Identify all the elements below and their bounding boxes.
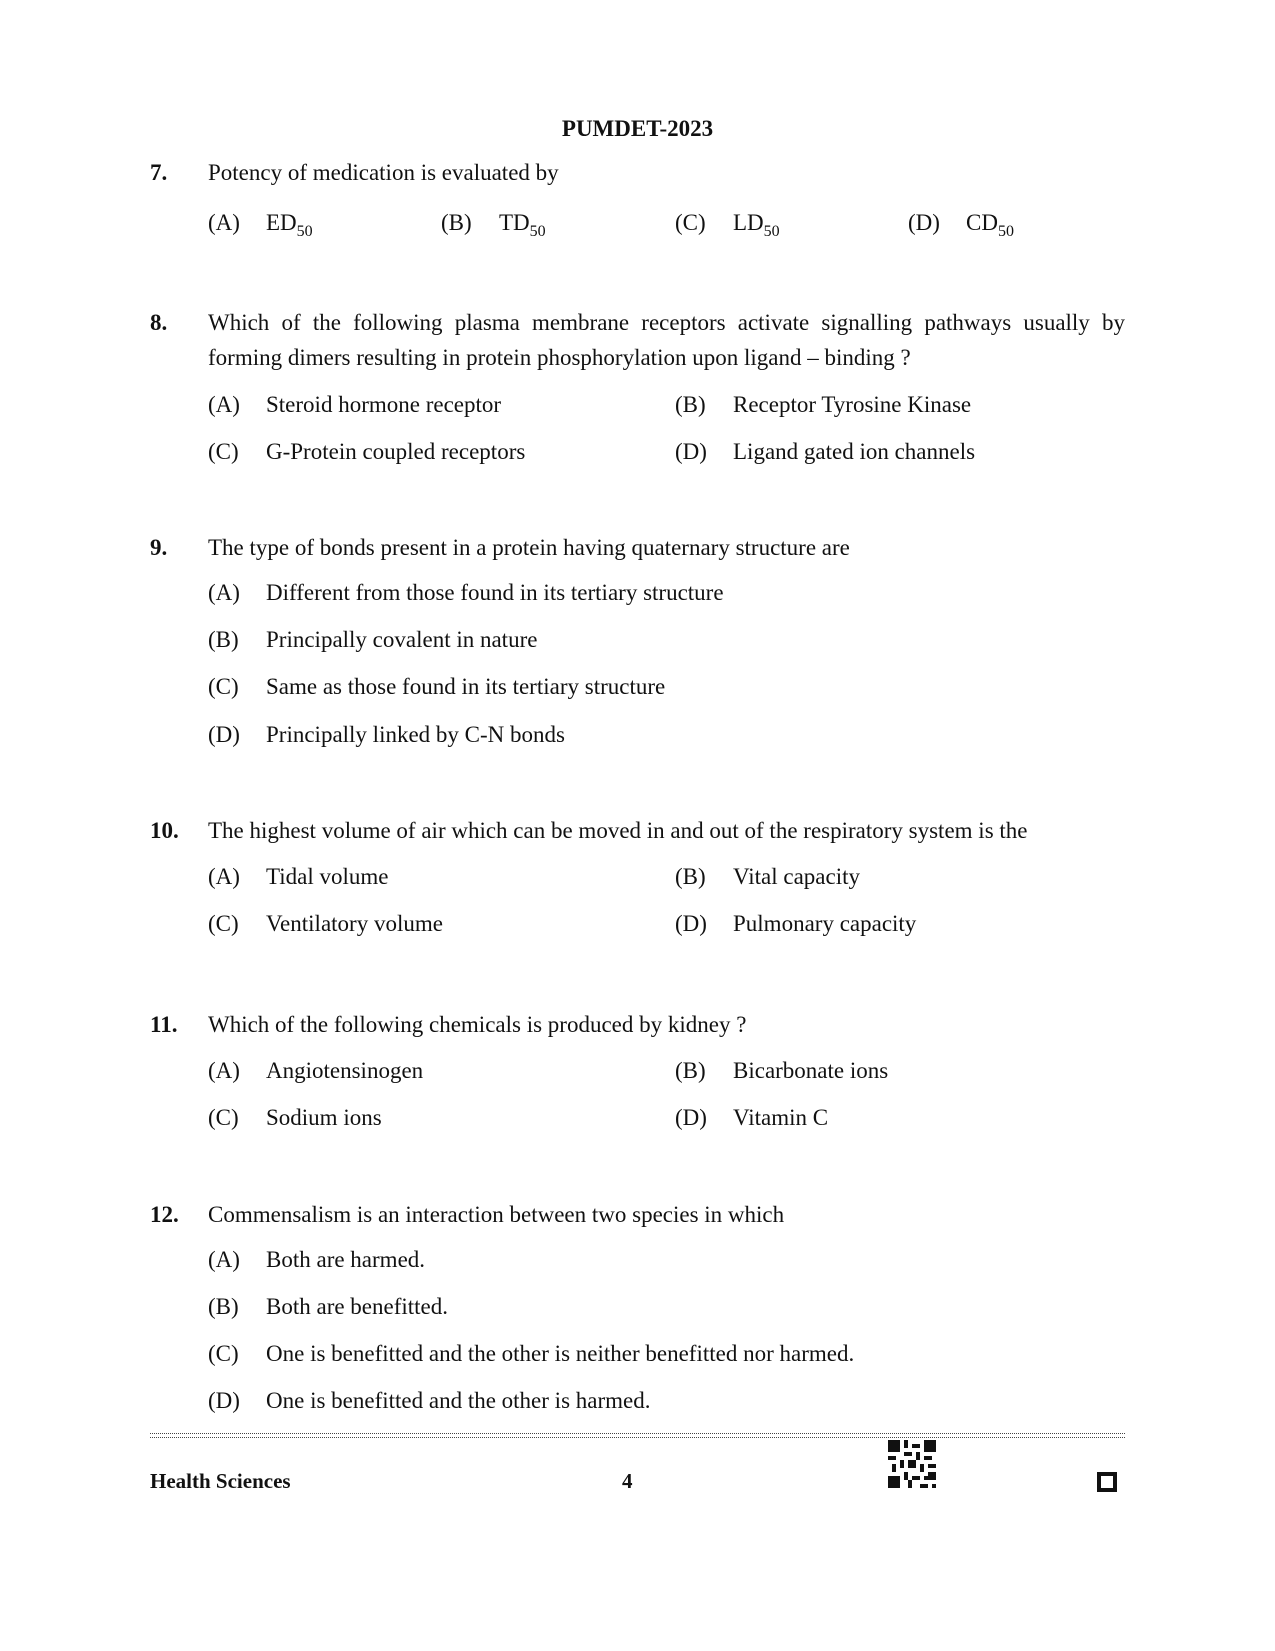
qr-code-icon [888, 1440, 936, 1488]
option-c[interactable] [208, 909, 443, 939]
option-b[interactable] [208, 1292, 448, 1322]
option-label: (C) [208, 1341, 239, 1366]
question-text: Commensalism is an interaction between two species in which [208, 1202, 785, 1227]
option-label: (A) [208, 1058, 240, 1083]
option-c[interactable] [675, 208, 780, 238]
option-text: Angiotensinogen [266, 1058, 424, 1083]
option-a[interactable] [208, 1245, 425, 1275]
option-text: Sodium ions [266, 1105, 382, 1130]
option-d[interactable] [208, 720, 565, 750]
option-label: (D) [675, 911, 707, 936]
option-label: (B) [675, 392, 706, 417]
option-text: One is benefitted and the other is neither benefitted nor harmed. [266, 1341, 855, 1366]
option-subscript: 50 [763, 223, 780, 240]
option-a[interactable] [208, 578, 724, 608]
option-text: Vital capacity [733, 864, 860, 889]
option-label: (C) [208, 674, 239, 699]
option-text: Different from those found in its tertiary structure [266, 580, 724, 605]
option-label: (B) [675, 1058, 706, 1083]
option-c[interactable] [208, 672, 665, 702]
option-label: (C) [675, 210, 706, 235]
option-label: (A) [208, 210, 240, 235]
option-label: (B) [208, 627, 239, 652]
option-label: (B) [675, 864, 706, 889]
option-label: (A) [208, 392, 240, 417]
option-label: (C) [208, 439, 239, 464]
question-12 [150, 1197, 1125, 1232]
option-label: (A) [208, 1247, 240, 1272]
option-text: ED [266, 210, 297, 235]
option-a[interactable] [208, 1056, 423, 1086]
option-text: Principally covalent in nature [266, 627, 538, 652]
question-text: Potency of medication is evaluated by [208, 160, 559, 185]
option-text: G-Protein coupled receptors [266, 439, 526, 464]
question-number: 11. [150, 1012, 178, 1037]
option-b[interactable] [441, 208, 546, 238]
option-subscript: 50 [529, 223, 546, 240]
option-c[interactable] [208, 1103, 382, 1133]
question-8 [150, 305, 1125, 375]
option-text: Both are harmed. [266, 1247, 426, 1272]
option-text: One is benefitted and the other is harmed. [266, 1388, 651, 1413]
question-11 [150, 1007, 1125, 1042]
question-number: 8. [150, 310, 168, 335]
option-b[interactable] [675, 1056, 888, 1086]
option-d[interactable] [208, 1386, 651, 1416]
option-d[interactable] [908, 208, 1014, 238]
option-label: (D) [675, 439, 707, 464]
page-header: PUMDET-2023 [561, 116, 714, 141]
option-text: Ligand gated ion channels [733, 439, 976, 464]
question-text: Which of the following plasma membrane receptors activate signalling pathways usually by forming dimers resulting in protein phosphorylation upon ligand – binding ? [208, 310, 1125, 370]
option-text: Principally linked by C-N bonds [266, 722, 565, 747]
option-text: Both are benefitted. [266, 1294, 449, 1319]
square-icon [1097, 1472, 1117, 1492]
option-label: (D) [208, 722, 240, 747]
question-number: 7. [150, 160, 168, 185]
option-b[interactable] [208, 625, 537, 655]
option-label: (C) [208, 1105, 239, 1130]
option-d[interactable] [675, 909, 916, 939]
question-9 [150, 530, 1125, 565]
option-text: LD [733, 210, 764, 235]
option-a[interactable] [208, 862, 388, 892]
option-text: Steroid hormone receptor [266, 392, 502, 417]
footer-subject: Health Sciences [150, 1469, 291, 1493]
option-c[interactable] [208, 437, 525, 467]
option-text: Same as those found in its tertiary structure [266, 674, 666, 699]
option-label: (D) [908, 210, 940, 235]
option-text: Receptor Tyrosine Kinase [733, 392, 972, 417]
option-text: TD [499, 210, 530, 235]
option-text: Vitamin C [733, 1105, 829, 1130]
option-text: Pulmonary capacity [733, 911, 917, 936]
option-label: (A) [208, 864, 240, 889]
option-text: CD [966, 210, 998, 235]
footer-divider [150, 1433, 1125, 1438]
option-b[interactable] [675, 390, 971, 420]
option-label: (A) [208, 580, 240, 605]
option-a[interactable] [208, 390, 501, 420]
option-label: (D) [208, 1388, 240, 1413]
option-label: (B) [208, 1294, 239, 1319]
question-number: 10. [150, 818, 179, 843]
option-label: (C) [208, 911, 239, 936]
option-text: Ventilatory volume [266, 911, 443, 936]
option-text: Bicarbonate ions [733, 1058, 889, 1083]
option-label: (D) [675, 1105, 707, 1130]
question-10 [150, 813, 1125, 848]
option-d[interactable] [675, 437, 975, 467]
option-d[interactable] [675, 1103, 828, 1133]
option-b[interactable] [675, 862, 860, 892]
question-text: The type of bonds present in a protein having quaternary structure are [208, 535, 850, 560]
question-number: 9. [150, 535, 168, 560]
option-text: Tidal volume [266, 864, 389, 889]
option-subscript: 50 [997, 223, 1014, 240]
option-subscript: 50 [296, 223, 313, 240]
question-7 [150, 155, 1125, 190]
option-c[interactable] [208, 1339, 854, 1369]
option-label: (B) [441, 210, 472, 235]
page-number: 4 [622, 1469, 633, 1493]
question-number: 12. [150, 1202, 179, 1227]
question-text: Which of the following chemicals is produced by kidney ? [208, 1012, 747, 1037]
option-a[interactable] [208, 208, 313, 238]
question-text: The highest volume of air which can be moved in and out of the respiratory system is the [208, 818, 1028, 843]
